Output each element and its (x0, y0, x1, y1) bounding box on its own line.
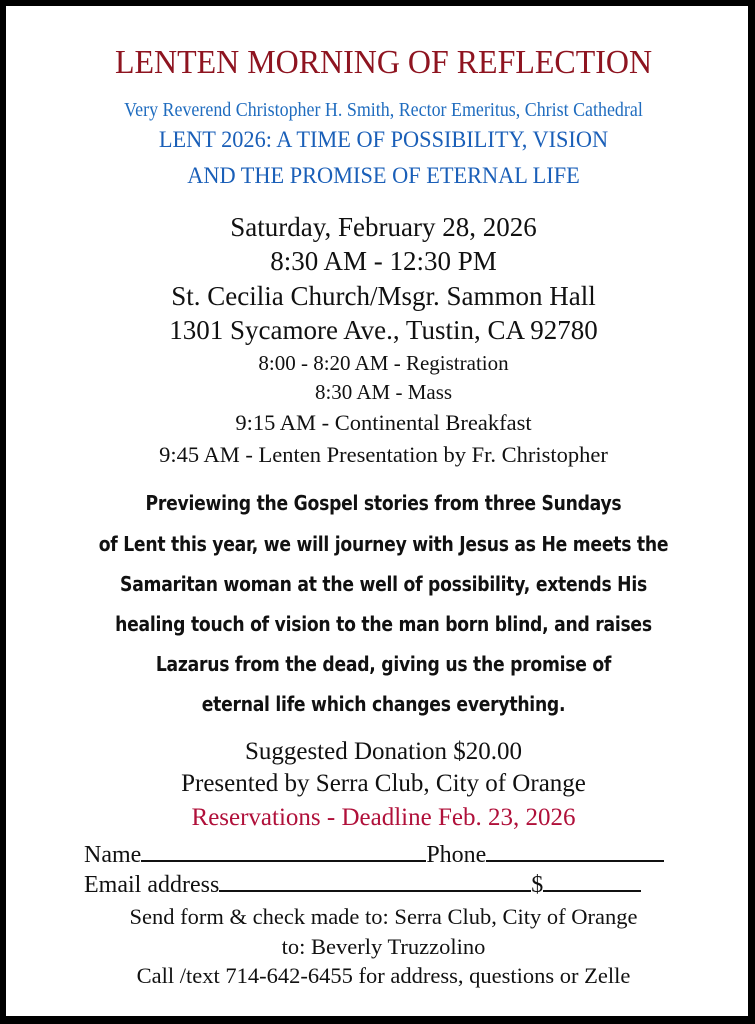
phone-label: Phone (426, 842, 487, 868)
amount-label: $ (531, 872, 544, 898)
suggested-donation: Suggested Donation $20.00 (244, 738, 523, 765)
theme-line-1: LENT 2026: A TIME OF POSSIBILITY, VISION (158, 127, 609, 153)
name-phone-row (84, 840, 664, 869)
email-field[interactable] (219, 870, 531, 892)
reservations-deadline: Reservations - Deadline Feb. 23, 2026 (191, 804, 576, 831)
schedule-item: 8:00 - 8:20 AM - Registration (258, 351, 509, 375)
schedule-item: 9:45 AM - Lenten Presentation by Fr. Christopher (159, 442, 608, 467)
description-line: eternal life which changes everything. (201, 692, 566, 716)
name-field[interactable] (141, 840, 426, 862)
send-instructions: Send form & check made to: Serra Club, City of Orange (129, 904, 638, 929)
email-label: Email address (84, 872, 220, 898)
event-date: Saturday, February 28, 2026 (230, 212, 537, 242)
schedule-item: 8:30 AM - Mass (314, 380, 453, 404)
contact-line: Call /text 714-642-6455 for address, questions or Zelle (136, 963, 631, 988)
theme-line-2: AND THE PROMISE OF ETERNAL LIFE (187, 163, 580, 189)
description-line: of Lent this year, we will journey with Jesus as He meets the (98, 532, 669, 556)
send-to: to: Beverly Truzzolino (281, 934, 486, 959)
event-venue: St. Cecilia Church/Msgr. Sammon Hall (171, 281, 596, 311)
event-time: 8:30 AM - 12:30 PM (270, 246, 497, 276)
description-line: Samaritan woman at the well of possibility, extends His (120, 572, 647, 596)
name-label: Name (84, 842, 142, 868)
event-address: 1301 Sycamore Ave., Tustin, CA 92780 (169, 315, 598, 345)
amount-field[interactable] (543, 870, 641, 892)
speaker-line: Very Reverend Christopher H. Smith, Rector Emeritus, Christ Cathedral (124, 100, 643, 121)
schedule-item: 9:15 AM - Continental Breakfast (235, 410, 532, 435)
flyer-title: LENTEN MORNING OF REFLECTION (114, 44, 653, 81)
description-line: Lazarus from the dead, giving us the promise of (155, 652, 612, 676)
presenter: Presented by Serra Club, City of Orange (181, 770, 586, 797)
phone-field[interactable] (486, 840, 664, 862)
description-line: Previewing the Gospel stories from three Sundays (145, 491, 622, 515)
description-line: healing touch of vision to the man born blind, and raises (115, 612, 652, 636)
email-amount-row (84, 870, 641, 899)
